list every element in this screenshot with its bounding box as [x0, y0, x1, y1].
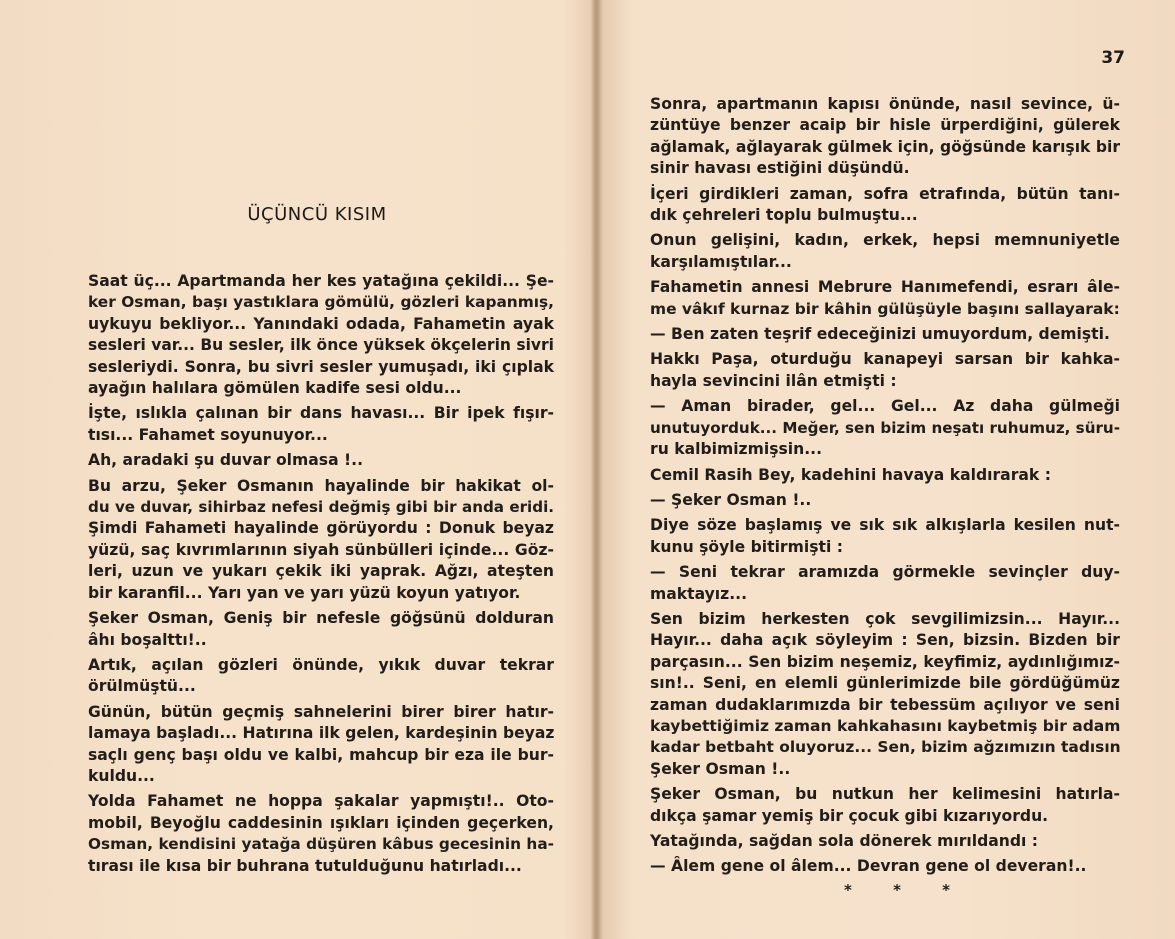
text-line: örülmüştü... [88, 677, 196, 696]
text-line: me vâkıf kurnaz bir kâhin gülüşüyle başını sallayarak: [650, 299, 1120, 318]
text-line: zaman dudaklarımızda bir tebessüm açılıyor ve seni [650, 695, 1120, 714]
text-line: dık çehreleri toplu bulmuştu... [650, 206, 918, 225]
paragraph [88, 608, 554, 651]
text-line: bir karanfil... Yarı yan ve yarı yüzü koyun yatıyor. [88, 583, 521, 602]
paragraph [650, 609, 1120, 780]
paragraph [88, 403, 554, 446]
text-line: maktayız... [650, 584, 747, 603]
text-line: lamaya başladı... Hatırına ilk gelen, kardeşinin beyaz [88, 724, 555, 743]
text-line: kadar betbaht oluyoruz... Sen, bizim ağzımızın tadısın [650, 738, 1121, 757]
paragraph [650, 349, 1120, 392]
text-line: — Şeker Osman !.. [650, 490, 812, 509]
paragraph [650, 184, 1120, 227]
text-line: sesleriydi. Sonra, bu sivri sesler yumuşadı, iki çıplak [88, 357, 554, 376]
text-line: Şeker Osman !.. [650, 759, 791, 778]
text-line: — Seni tekrar aramızda görmekle sevinçler duy- [650, 563, 1120, 582]
paragraph [650, 490, 1120, 511]
text-line: Saat üç... Apartmanda her kes yatağına çekildi... Şe- [88, 272, 554, 290]
text-line: Ah, aradaki şu duvar olmasa !.. [88, 451, 363, 470]
paragraph [88, 476, 554, 604]
paragraph [650, 94, 1120, 180]
text-line: ayağın halılara gömülen kadife sesi oldu... [88, 379, 462, 398]
paragraph [88, 271, 554, 399]
text-line: sesleri var... Bu sesler, ilk önce yüksek ökçelerin sivri [88, 336, 554, 355]
text-line: tırası ile kısa bir buhrana tutulduğunu hatırladı... [88, 856, 522, 875]
text-line: uykuyu bekliyor... Yanındaki odada, Fahametin ayak [88, 314, 554, 333]
text-line: Hayır... daha açık söyleyim : Sen, bizsin. Bizden bir [650, 631, 1120, 650]
text-line: leri, uzun ve yukarı çekik iki yaprak. Ağzı, ateşten [88, 562, 554, 581]
text-line: hayla sevincini ilân etmişti : [650, 371, 897, 390]
text-line: Onun gelişini, kadın, erkek, hepsi memnuniyetle [650, 231, 1120, 250]
text-line: İşte, ıslıkla çalınan bir dans havası... Bir ipek fışır- [88, 404, 554, 423]
text-line: Artık, açılan gözleri önünde, yıkık duvar tekrar [88, 655, 554, 674]
text-line: Şimdi Fahameti hayalinde görüyordu : Donuk beyaz [88, 519, 554, 538]
text-line: Hakkı Paşa, oturduğu kanapeyi sarsan bir kahka- [650, 350, 1120, 369]
text-line: karşılamıştılar... [650, 252, 792, 271]
text-line: kunu şöyle bitirmişti : [650, 537, 843, 556]
paragraph [650, 831, 1120, 852]
section-break: * * * [844, 880, 968, 899]
text-line: ker Osman, başı yastıklara gömülü, gözleri kapanmış, [88, 293, 554, 312]
text-line: Sonra, apartmanın kapısı önünde, nasıl sevince, ü- [650, 95, 1120, 113]
text-line: Yolda Fahamet ne hoppa şakalar yapmıştı!.. Oto- [88, 792, 554, 811]
text-line: züntüye benzer acaip bir hisle ürperdiğini, gülerek [650, 116, 1120, 135]
paragraph [88, 450, 554, 471]
page-number: 37 [1101, 48, 1125, 68]
text-line: Cemil Rasih Bey, kadehini havaya kaldırarak : [650, 465, 1051, 484]
text-line: kuldu... [88, 766, 155, 785]
text-line: — Âlem gene ol âlem... Devran gene ol deveran!.. [650, 857, 1087, 876]
paragraph [88, 655, 554, 698]
text-line: Şeker Osman, Geniş bir nefesle göğsünü dolduran [88, 609, 554, 628]
paragraph [650, 396, 1120, 460]
text-line: sinir havası estiğini düşündü. [650, 159, 910, 178]
text-line: — Aman birader, gel... Gel... Az daha gülmeği [650, 397, 1120, 416]
text-line: mobil, Beyoğlu caddesinin ışıkları içinden geçerken, [88, 813, 554, 832]
paragraph [88, 791, 554, 877]
text-line: yüzü, saç kıvrımlarının siyah sünbülleri içinde... Göz- [88, 540, 554, 559]
text-line: — Ben zaten teşrif edeceğinizi umuyordum, demişti. [650, 325, 1110, 344]
paragraph [650, 562, 1120, 605]
text-line: Yatağında, sağdan sola dönerek mırıldandı : [650, 832, 1039, 850]
text-line: Günün, bütün geçmiş sahnelerini birer birer hatır- [88, 702, 554, 721]
text-line: du ve duvar, sihirbaz nefesi değmiş gibi bir anda eridi. [88, 498, 554, 517]
text-line: dıkça şamar yemiş bir çocuk gibi kızarıyordu. [650, 806, 1049, 825]
paragraph [88, 702, 554, 788]
paragraph [650, 324, 1120, 345]
text-line: ru kalbimizmişsin... [650, 440, 823, 459]
text-line: saçlı genç başı oldu ve kalbi, mahcup bir eza ile bur- [88, 745, 554, 764]
text-line: sın!.. Seni, en elemli günlerimizde bile gördüğümüz [650, 674, 1120, 693]
right-page-text [650, 94, 1120, 901]
text-line: âhı boşalttı!.. [88, 630, 207, 649]
text-line: Şeker Osman, bu nutkun her kelimesini hatırla- [650, 785, 1120, 804]
text-line: tısı... Fahamet soyunuyor... [88, 425, 328, 444]
text-line: Fahametin annesi Mebrure Hanımefendi, esrarı âle- [650, 278, 1120, 297]
text-line: Bu arzu, Şeker Osmanın hayalinde bir hakikat ol- [88, 476, 554, 495]
text-line: unutuyorduk... Meğer, sen bizim neşatı ruhumuz, süru- [650, 418, 1120, 437]
paragraph [650, 515, 1120, 558]
paragraph [650, 465, 1120, 486]
text-line: kaybettiğimiz zaman kahkahasını kaybetmiş bir adam [650, 716, 1121, 735]
paragraph [650, 230, 1120, 273]
text-line: ağlamak, ağlayarak gülmek için, göğsünde karışık bir [650, 137, 1120, 156]
paragraph [650, 856, 1120, 877]
left-page-text [88, 271, 554, 877]
paragraph [650, 784, 1120, 827]
chapter-title: ÜÇÜNCÜ KISIM [247, 204, 387, 225]
text-line: Sen bizim herkesten çok sevgilimizsin... Hayır... [650, 609, 1120, 628]
text-line: Diye söze başlamış ve sık sık alkışlarla kesilen nut- [650, 516, 1120, 535]
text-line: parçasın... Sen bizim neşemiz, keyfimiz, aydınlığımız- [650, 652, 1120, 671]
right-page [600, 0, 1175, 939]
text-line: İçeri girdikleri zaman, sofra etrafında, bütün tanı- [650, 184, 1120, 203]
paragraph [650, 277, 1120, 320]
text-line: Osman, kendisini yatağa düşüren kâbus gecesinin ha- [88, 835, 554, 854]
